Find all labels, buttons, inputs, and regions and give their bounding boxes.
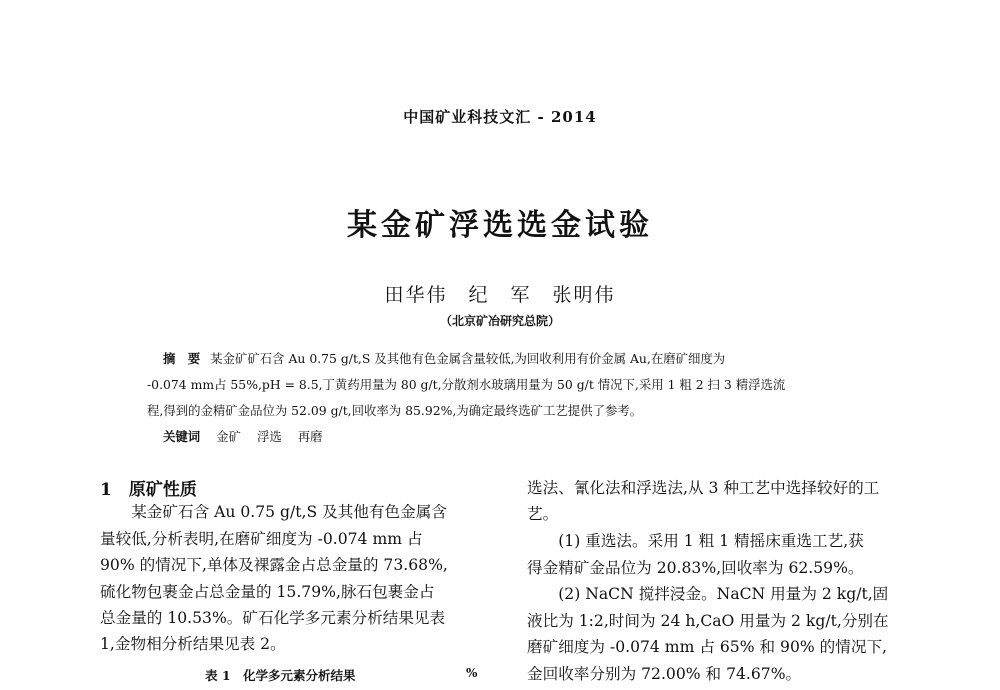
body-line: 选法、氰化法和浮选法,从 3 种工艺中选择较好的工 <box>527 479 880 497</box>
body-line: (2) NaCN 搅拌浸金。NaCN 用量为 2 kg/t,固 <box>527 585 889 603</box>
keyword: 金矿 <box>216 429 241 444</box>
body-line: 90% 的情况下,单体及裸露金占总金量的 73.68%, <box>100 556 448 574</box>
keywords <box>163 427 339 445</box>
keyword: 浮选 <box>256 429 282 444</box>
body-line: 艺。 <box>527 505 559 523</box>
table-unit: % <box>466 666 478 680</box>
authors: 田华伟 纪 军 张明伟 <box>384 284 616 306</box>
keyword: 再磨 <box>297 429 323 444</box>
abstract-line: 程,得到的金精矿金品位为 52.09 g/t,回收率为 85.92%,为确定最终选矿工艺提供了参考。 <box>147 403 643 418</box>
body-line: 量较低,分析表明,在磨矿细度为 -0.074 mm 占 <box>100 530 423 548</box>
body-line: 液比为 1:2,时间为 24 h,CaO 用量为 2 kg/t,分别在 <box>527 612 889 630</box>
abstract-label: 摘 要 <box>163 351 201 366</box>
body-line: 某金矿石含 Au 0.75 g/t,S 及其他有色金属含 <box>100 503 447 521</box>
body-line: 总金量的 10.53%。矿石化学多元素分析结果见表 <box>100 609 446 627</box>
body-line: 金回收率分别为 72.00% 和 74.67%。 <box>527 665 802 683</box>
keywords-label: 关键词 <box>163 429 201 444</box>
body-line: 得金精矿金品位为 20.83%,回收率为 62.59%。 <box>527 559 864 577</box>
running-header: 中国矿业科技文汇 - 2014 <box>403 108 597 126</box>
affiliation: （北京矿冶研究总院） <box>439 314 560 328</box>
section-heading: 1 原矿性质 <box>100 480 197 500</box>
body-line: 硫化物包裹金占总金量的 15.79%,脉石包裹金占 <box>100 583 435 601</box>
paper-title: 某金矿浮选选金试验 <box>347 208 653 243</box>
body-line: (1) 重选法。采用 1 粗 1 精摇床重选工艺,获 <box>527 532 864 550</box>
abstract-line: 摘 要 某金矿矿石含 Au 0.75 g/t,S 及其他有色金属含量较低,为回收利用有价金属 Au,在磨矿细度为 <box>163 351 726 366</box>
body-line: 1,金物相分析结果见表 2。 <box>100 635 286 653</box>
abstract-line: -0.074 mm占 55%,pH = 8.5,丁黄药用量为 80 g/t,分散剂水玻璃用量为 50 g/t 情况下,采用 1 粗 2 扫 3 精浮选流 <box>147 377 786 392</box>
table-caption: 表 1 化学多元素分析结果 <box>205 668 356 683</box>
body-line: 磨矿细度为 -0.074 mm 占 65% 和 90% 的情况下, <box>527 638 887 656</box>
